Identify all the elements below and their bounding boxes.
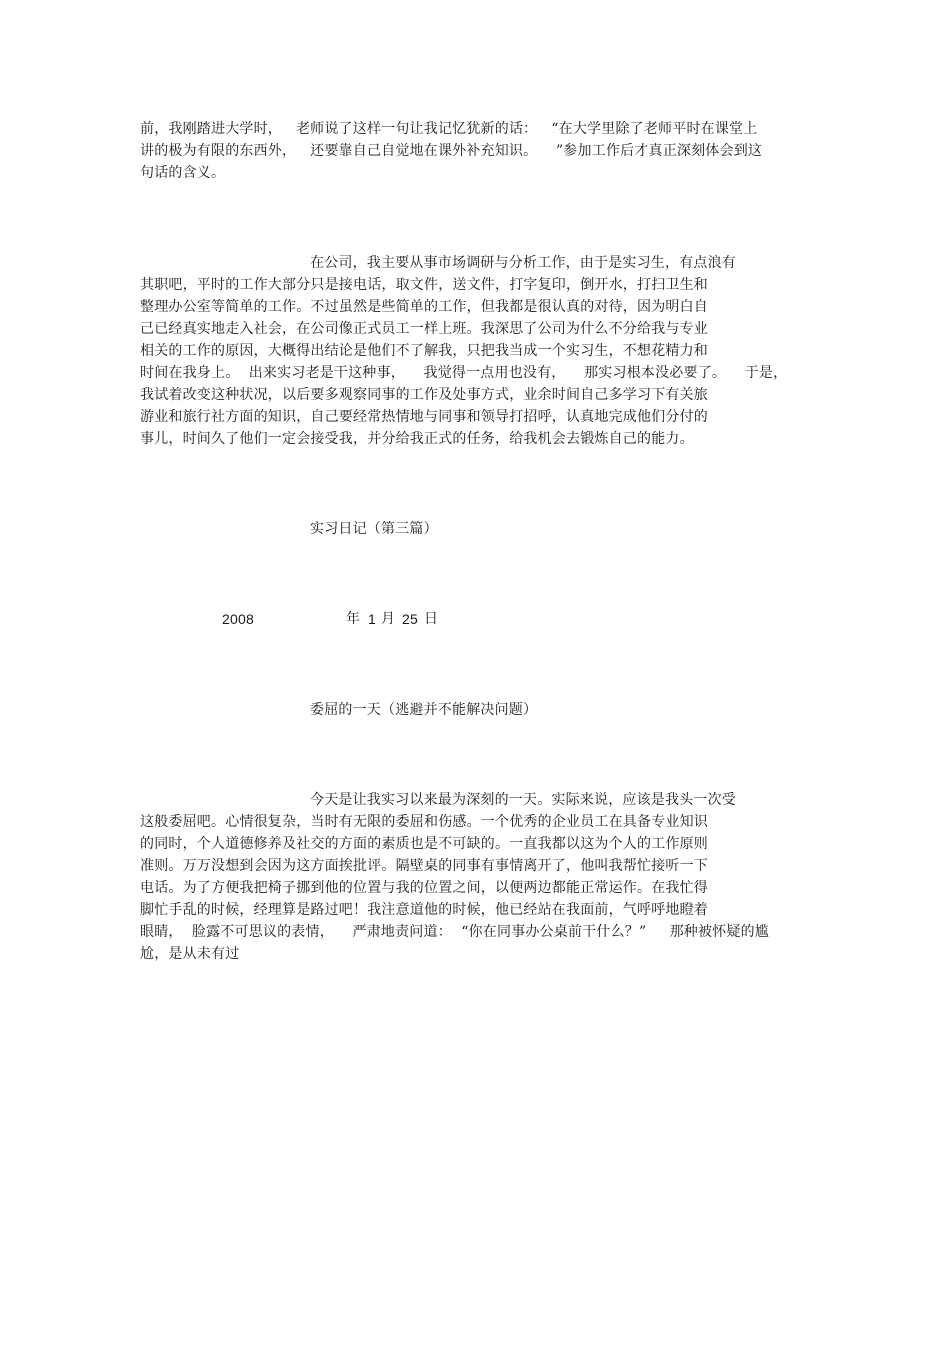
- text-line: 在公司，我主要从事市场调研与分析工作，由于是实习生，有点浪有: [310, 255, 736, 271]
- text-line: 句话的含义。: [140, 165, 226, 181]
- text-line: 眼睛， 脸露不可思议的表情， 严肃地责问道： “你在同事办公桌前干什么？” 那种被怀疑的尴: [140, 924, 769, 940]
- text-line: 相关的工作的原因，大概得出结论是他们不了解我，只把我当成一个实习生，不想花精力和: [140, 343, 708, 359]
- text-line: 前，我刚踏进大学时， 老师说了这样一句让我记忆犹新的话： “在大学里除了老师平时在课堂上: [140, 121, 758, 137]
- text-line: 今天是让我实习以来最为深刻的一天。实际来说，应该是我头一次受: [310, 792, 736, 808]
- date-month: 1: [368, 611, 376, 627]
- text-line: 尬，是从未有过: [140, 946, 240, 962]
- date-month-char: 月: [381, 611, 396, 627]
- date-year: 2008: [222, 611, 254, 627]
- text-line: 脚忙手乱的时候，经理算是路过吧！我注意道他的时候，他已经站在我面前，气呼呼地瞪着: [140, 902, 708, 918]
- text-line: 我试着改变这种状况，以后要多观察同事的工作及处事方式，业余时间自己多学习下有关旅: [140, 387, 708, 403]
- text-line: 的同时，个人道德修养及社交的方面的素质也是不可缺的。一直我都以这为个人的工作原则: [140, 836, 708, 852]
- date-day-char: 日: [424, 611, 439, 627]
- diary-heading: 实习日记（第三篇）: [310, 521, 438, 537]
- text-line: 游业和旅行社方面的知识，自己要经常热情地与同事和领导打招呼，认真地完成他们分付的: [140, 409, 708, 425]
- text-line: 这般委屈吧。心情很复杂，当时有无限的委屈和伤感。一个优秀的企业员工在具备专业知识: [140, 814, 708, 830]
- diary-subtitle: 委屈的一天（逃避并不能解决问题）: [310, 702, 538, 718]
- text-line: 事儿，时间久了他们一定会接受我，并分给我正式的任务，给我机会去锻炼自己的能力。: [140, 431, 694, 447]
- text-line: 准则。万万没想到会因为这方面挨批评。隔壁桌的同事有事情离开了，他叫我帮忙接听一下: [140, 858, 708, 874]
- text-line: 时间在我身上。 出来实习老是干这种事， 我觉得一点用也没有， 那实习根本没必要了。 于是，: [140, 365, 788, 381]
- text-line: 其职吧，平时的工作大部分只是接电话，取文件，送文件，打字复印，倒开水，打扫卫生和: [140, 277, 708, 293]
- text-line: 整理办公室等简单的工作。不过虽然是些简单的工作，但我都是很认真的对待，因为明白自: [140, 299, 708, 315]
- date-day: 25: [402, 611, 418, 627]
- text-line: 己已经真实地走入社会，在公司像正式员工一样上班。我深思了公司为什么不分给我与专业: [140, 321, 708, 337]
- text-line: 电话。为了方便我把椅子挪到他的位置与我的位置之间，以便两边都能正常运作。在我忙得: [140, 880, 708, 896]
- text-line: 讲的极为有限的东西外， 还要靠自己自觉地在课外补充知识。 ”参加工作后才真正深刻体会到这: [140, 143, 763, 159]
- date-year-char: 年: [346, 611, 361, 627]
